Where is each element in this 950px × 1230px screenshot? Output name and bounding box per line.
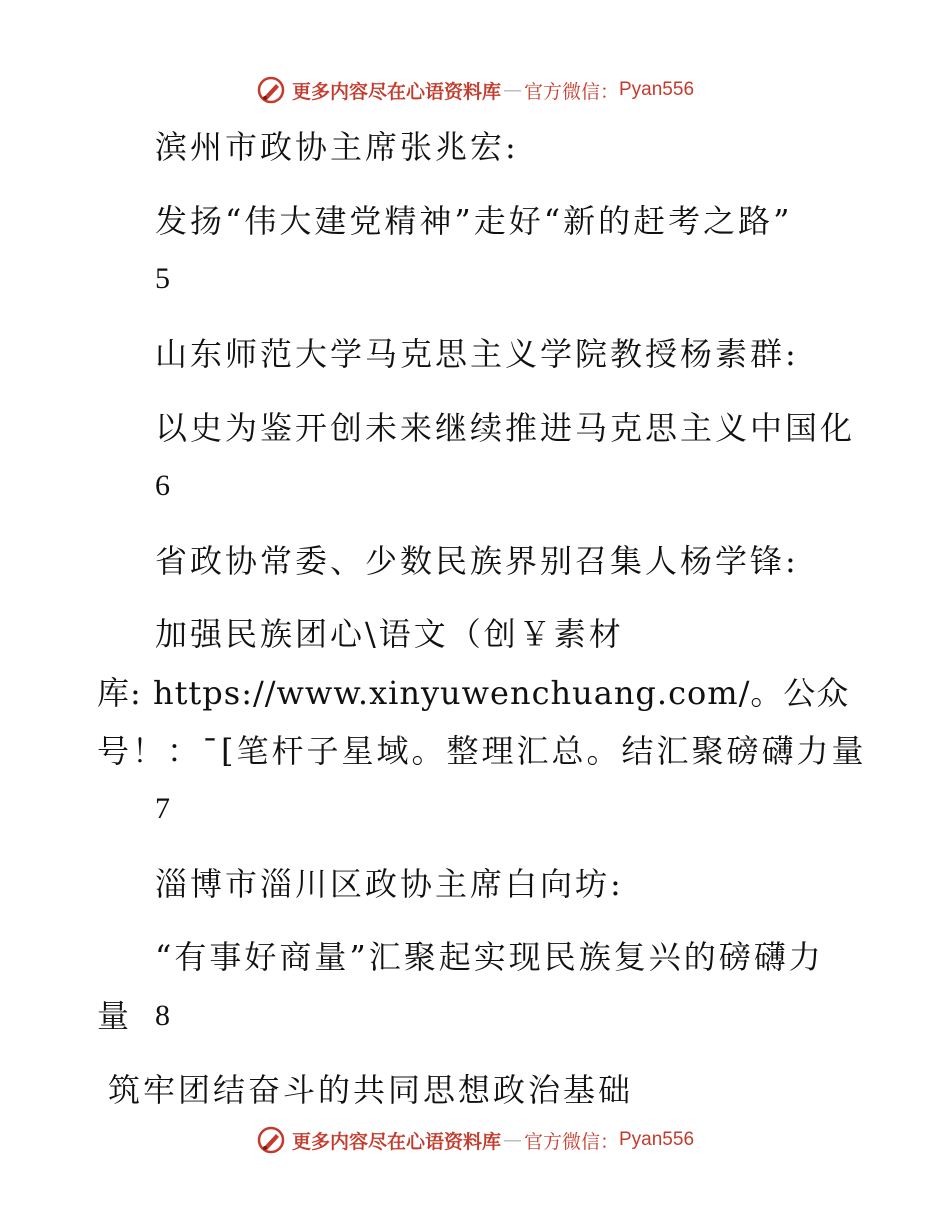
entry-title: “有事好商量”汇聚起实现民族复兴的磅礴力 [155, 938, 824, 976]
watermark-header [0, 70, 950, 110]
entry-page-number: 7 [155, 792, 170, 825]
entry-title-continued: 号！：¯[笔杆子星域。整理汇总。结汇聚磅礴力量 [97, 732, 867, 770]
entry-page-number: 8 [155, 999, 170, 1032]
entry-title-continued: 量 [97, 997, 133, 1035]
entry-speaker: 山东师范大学马克思主义学院教授杨素群: [155, 335, 799, 373]
entry-title: 以史为鉴开创未来继续推进马克思主义中国化 [155, 409, 856, 447]
watermark-dash: — [502, 1129, 522, 1151]
entry-speaker: 滨州市政协主席张兆宏: [155, 128, 519, 166]
watermark-wechat-id: Pyan556 [619, 1129, 695, 1150]
entry-speaker: 省政协常委、少数民族界别召集人杨学锋: [155, 542, 799, 580]
section-heading: 筑牢团结奋斗的共同思想政治基础 [108, 1071, 634, 1109]
entry-title: 发扬“伟大建党精神”走好“新的赶考之路” [155, 202, 793, 240]
watermark-main-text: 更多内容尽在心语资料库 [291, 80, 501, 103]
watermark-main-text: 更多内容尽在心语资料库 [291, 1130, 501, 1153]
brush-logo-icon [256, 1125, 286, 1155]
watermark-wechat-id: Pyan556 [619, 79, 695, 100]
entry-title: 加强民族团心\语文（创￥素材 [155, 615, 624, 653]
watermark-sub-text: 官方微信： [523, 80, 619, 103]
watermark-footer [0, 1120, 950, 1160]
entry-speaker: 淄博市淄川区政协主席白向坊: [155, 865, 624, 903]
entry-page-number: 6 [155, 469, 170, 502]
brush-logo-icon [256, 75, 286, 105]
entry-page-number: 5 [155, 262, 170, 295]
watermark-sub-text: 官方微信： [523, 1130, 619, 1153]
watermark-dash: — [502, 79, 522, 101]
entry-title-continued: 库: https://www.xinyuwenchuang.com/。公众 [97, 674, 850, 712]
